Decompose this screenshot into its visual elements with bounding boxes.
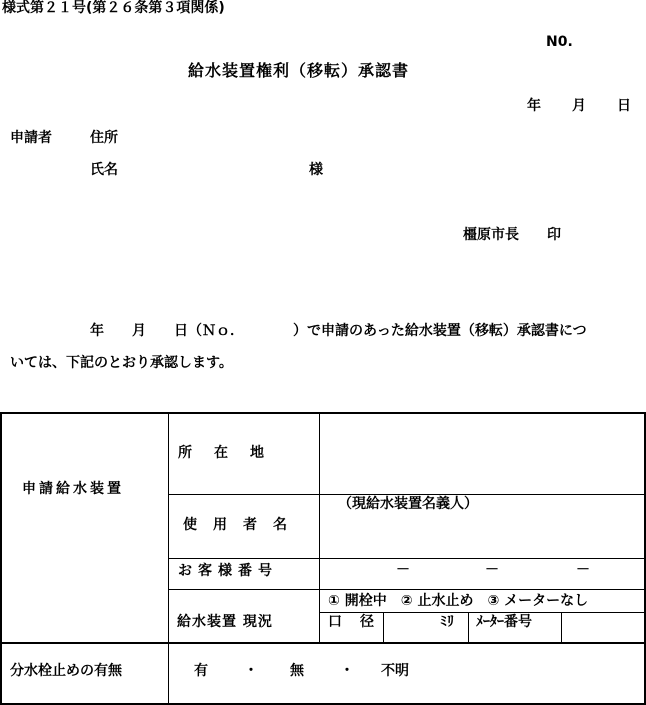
- bore-label: 口 径: [328, 614, 376, 630]
- user-note: （現給水装置名義人）: [338, 496, 478, 512]
- date-field: 年 月 日: [527, 98, 632, 114]
- status-label: 給水装置 現況: [177, 614, 273, 630]
- table-row-divider: [319, 612, 645, 613]
- table-col-divider: [561, 612, 562, 643]
- location-label: 所 在 地: [178, 445, 268, 461]
- table-row-divider: [168, 589, 645, 590]
- branch-option-unknown: 不明: [381, 663, 409, 679]
- table-row-divider: [168, 558, 645, 559]
- form-number: 様式第２１号(第２６条第３項関係): [2, 0, 225, 16]
- body-line-2: いては、下記のとおり承認します。: [10, 355, 233, 371]
- customer-number-dash: －: [396, 562, 410, 578]
- document-number-label: N0.: [546, 34, 573, 50]
- user-label: 使 用 者 名: [183, 517, 288, 533]
- customer-number-dash: －: [485, 562, 499, 578]
- branch-option-no: 無: [290, 663, 304, 679]
- table-row-divider: [168, 494, 645, 495]
- section-label: 申請給水装置: [22, 481, 124, 497]
- body-line-1: 年 月 日（Ｎｏ． ）で申請のあった給水装置（移転）承認書につ: [90, 323, 587, 339]
- bore-unit: ﾐﾘ: [440, 614, 454, 630]
- table-col-divider: [383, 612, 384, 643]
- table-row-divider: [0, 642, 646, 644]
- address-label: 住所: [90, 130, 118, 146]
- branch-valve-label: 分水栓止めの有無: [10, 663, 122, 679]
- customer-number-label: お客様番号: [178, 563, 278, 579]
- applicant-label: 申請者: [10, 130, 52, 146]
- table-col-divider: [468, 612, 469, 643]
- issuer-stamp: 橿原市長 印: [463, 227, 561, 243]
- branch-option-yes: 有: [194, 663, 208, 679]
- meter-number-label: ﾒｰﾀｰ番号: [476, 614, 532, 630]
- customer-number-dash: －: [576, 562, 590, 578]
- branch-option-separator: ・: [244, 663, 258, 679]
- name-label: 氏名: [90, 162, 118, 178]
- honorific: 様: [309, 162, 323, 178]
- table-col-divider: [319, 412, 320, 643]
- document-title: 給水装置権利（移転）承認書: [188, 61, 410, 80]
- status-options: ① 開栓中 ② 止水止め ③ メーターなし: [328, 593, 589, 609]
- branch-option-separator: ・: [340, 663, 354, 679]
